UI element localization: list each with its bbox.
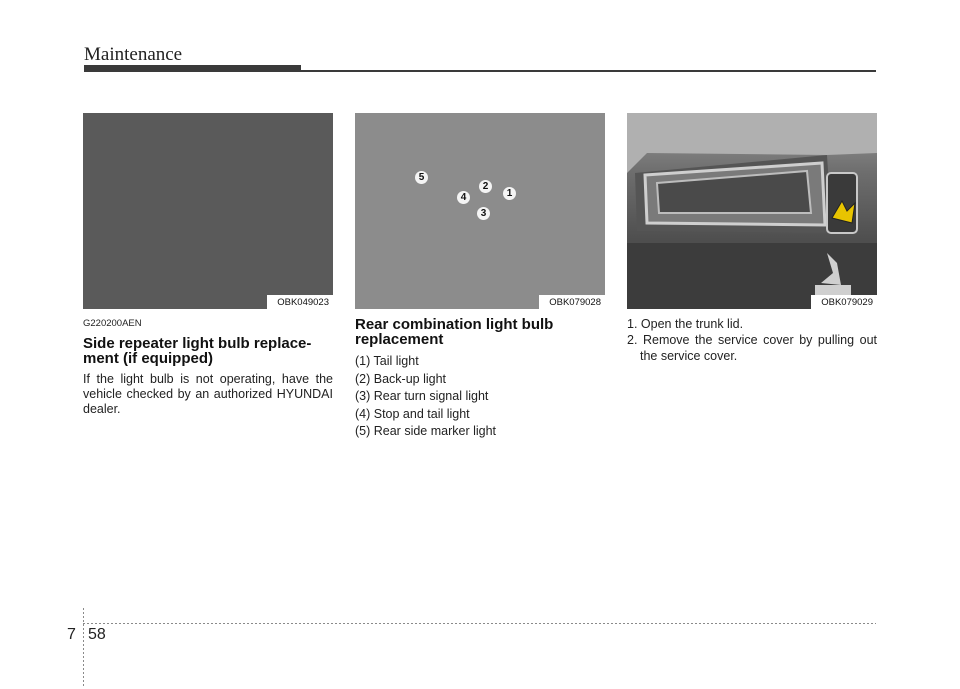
header-rule-thin <box>301 70 876 72</box>
column-rear-combination <box>355 113 605 441</box>
step-item: 1. Open the trunk lid. <box>627 317 744 331</box>
heading-line: ment (if equipped) <box>83 350 213 367</box>
list-item: (3) Rear turn signal light <box>355 389 489 403</box>
document-code: G220200AEN <box>83 318 142 329</box>
list-item: (4) Stop and tail light <box>355 406 470 421</box>
header-rule-thick <box>84 65 301 72</box>
side-repeater-figure <box>83 113 333 309</box>
list-item: (1) Tail light <box>355 354 419 368</box>
body-paragraph: If the light bulb is not operating, have the vehicle checked by an authorized HYUNDAI dealer. <box>83 372 333 416</box>
section-heading <box>83 336 333 366</box>
page-number: 58 <box>88 626 106 643</box>
callout-label: 5 <box>415 171 428 184</box>
rear-combination-figure <box>355 113 605 309</box>
chapter-number: 7 <box>67 626 76 643</box>
list-item: (2) Back-up light <box>355 371 447 386</box>
page-title: Maintenance <box>84 44 183 65</box>
callout-label: 2 <box>479 180 492 193</box>
step-item: 2. Remove the service cover by pulling out the service cover. <box>627 333 877 363</box>
callout-label: 1 <box>503 187 516 200</box>
trunk-panel-illustration <box>627 113 877 309</box>
heading-line: replacement <box>355 331 444 348</box>
heading-line: Rear combination light bulb <box>355 316 554 333</box>
footer-divider <box>83 608 84 688</box>
callout-label: 4 <box>457 191 470 204</box>
bulb-list <box>355 353 605 441</box>
figure-code: OBK079028 <box>539 295 605 309</box>
procedure-steps <box>627 316 877 364</box>
callout-label: 3 <box>477 207 490 220</box>
service-cover-figure <box>627 113 877 309</box>
heading-line: Side repeater light bulb replace- <box>83 335 312 352</box>
figure-code: OBK079029 <box>811 295 877 309</box>
footer-rule <box>83 623 876 624</box>
figure-code: OBK049023 <box>267 295 333 309</box>
column-service-cover <box>627 113 877 364</box>
section-heading <box>355 317 605 347</box>
list-item: (5) Rear side marker light <box>355 424 497 438</box>
column-side-repeater <box>83 113 333 417</box>
